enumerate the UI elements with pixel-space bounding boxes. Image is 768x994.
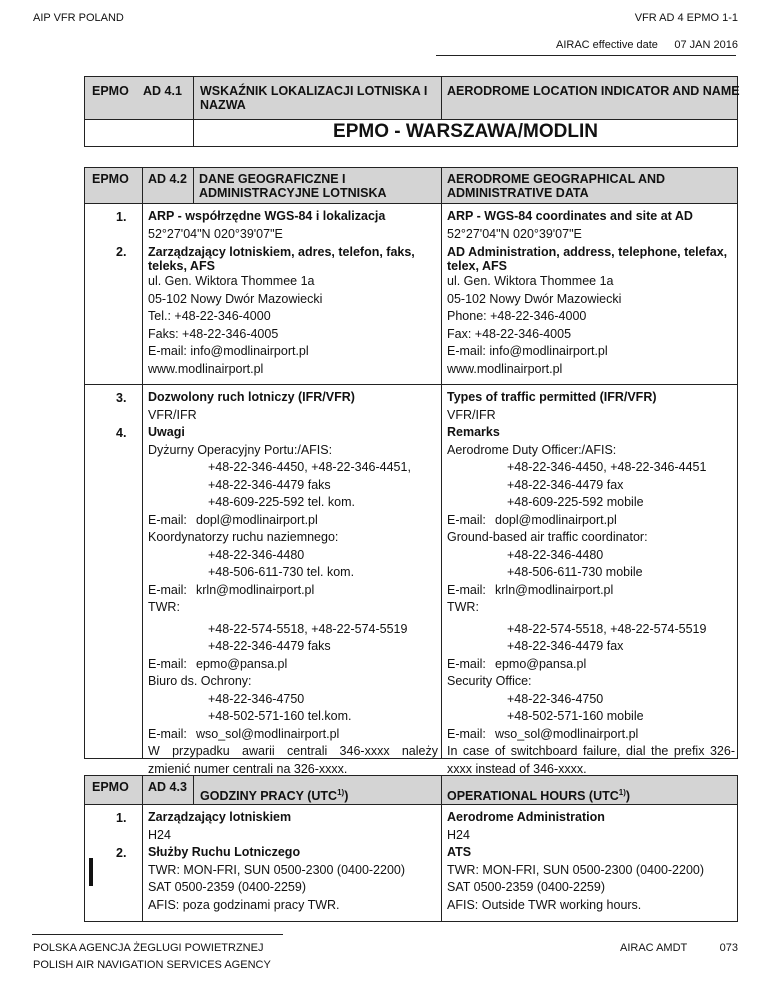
item-number: 4.: [116, 426, 127, 440]
footer-org-pl: POLSKA AGENCJA ŻEGLUGI POWIETRZNEJ: [33, 942, 264, 954]
ad41-code: EPMO: [92, 84, 129, 98]
ad41-pl-title: WSKAŹNIK LOKALIZACJI LOTNISKA I NAZWA: [200, 84, 428, 112]
airac-date: 07 JAN 2016: [674, 39, 738, 51]
header-rule: [436, 55, 736, 56]
ad43-en-column: Aerodrome Administration H24 ATS TWR: MON-FRI, SUN 0500-2300 (0400-2200) SAT 0500-2359 (0400-2259) AFIS: Outside TWR working hours.: [447, 810, 705, 912]
ad42-pl-column-2: Dozwolony ruch lotniczy (IFR/VFR) VFR/IFR Uwagi Dyżurny Operacyjny Portu:/AFIS: +48-22-346-4450, +48-22-346-4451, +48-22-346-4479 faks +48-609-225-592 tel. kom. E-mail: dopl@modlinairport.pl Koordynatorzy ruchu naziemnego: +48-22-346-4480 +48-506-611-730 tel. kom. E-mail: krln@modlinairport.pl TWR: +48-22-574-5518, +48-22-574-5519 +48-22-346-4479 faks E-mail: epmo@pansa.pl Biuro ds. Ochrony: +48-22-346-4750 +48-502-571-160 tel.kom. E-mail: wso_sol@modlinairport.pl W przypadku awarii centrali 346-xxxx należy zmienić numer centrali na 326-xxxx.: [148, 390, 438, 776]
ad42-code: EPMO: [92, 172, 129, 186]
doc-header-left: AIP VFR POLAND: [33, 12, 124, 24]
ad43-section: AD 4.3: [148, 780, 187, 794]
ad42-pl-column-1: ARP - współrzędne WGS-84 i lokalizacja 52°27'04"N 020°39'07"E Zarządzający lotniskiem, adres, telefon, faks, teleks, AFS ul. Gen. Wiktora Thommee 1a 05-102 Nowy Dwór Mazowiecki Tel.: +48-22-346-4000 Faks: +48-22-346-4005 E-mail: info@modlinairport.pl www.modlinairport.pl: [148, 209, 415, 376]
item-number: 1.: [116, 811, 127, 825]
page-number: 073: [719, 942, 738, 954]
item-number: 3.: [116, 391, 127, 405]
ad43-pl-title: GODZINY PRACY (UTC$^{1)}$): [200, 788, 349, 804]
ad42-en-column-2: Types of traffic permitted (IFR/VFR) VFR/IFR Remarks Aerodrome Duty Officer:/AFIS: +48-22-346-4450, +48-22-346-4451 +48-22-346-4479 fax +48-609-225-592 mobile E-mail: dopl@modlinairport.pl Ground-based air traffic coordinator: +48-22-346-4480 +48-506-611-730 mobile E-mail: krln@modlinairport.pl TWR: +48-22-574-5518, +48-22-574-5519 +48-22-346-4479 fax E-mail: epmo@pansa.pl Security Office: +48-22-346-4750 +48-502-571-160 mobile E-mail: wso_sol@modlinairport.pl In case of switchboard failure, dial the prefix 326-xxxx instead of 346-xxxx.: [447, 390, 735, 776]
footer-org-en: POLISH AIR NAVIGATION SERVICES AGENCY: [33, 959, 271, 971]
airac-label: AIRAC effective date: [556, 39, 658, 51]
item-number: 2.: [116, 245, 127, 259]
doc-header-right: VFR AD 4 EPMO 1-1: [634, 12, 738, 24]
item-number: 2.: [116, 846, 127, 860]
ad43-code: EPMO: [92, 780, 129, 794]
change-bar: [89, 858, 93, 886]
ad43-en-title: OPERATIONAL HOURS (UTC$^{1)}$): [447, 788, 631, 804]
aerodrome-title: EPMO - WARSZAWA/MODLIN: [333, 121, 598, 142]
footer-rule: [32, 934, 283, 935]
ad42-en-column-1: ARP - WGS-84 coordinates and site at AD 52°27'04"N 020°39'07"E AD Administration, address, telephone, telefax, telex, AFS ul. Gen. Wiktora Thommee 1a 05-102 Nowy Dwór Mazowiecki Phone: +48-22-346-4000 Fax: +48-22-346-4005 E-mail: info@modlinairport.pl www.modlinairport.pl: [447, 209, 728, 376]
ad41-en-title: AERODROME LOCATION INDICATOR AND NAME: [447, 84, 740, 98]
ad43-pl-column: Zarządzający lotniskiem H24 Służby Ruchu Lotniczego TWR: MON-FRI, SUN 0500-2300 (0400-2200) SAT 0500-2359 (0400-2259) AFIS: poza godzinami pracy TWR.: [148, 810, 406, 912]
ad42-section: AD 4.2: [148, 172, 187, 186]
footer-amdt: AIRAC AMDT: [620, 942, 688, 954]
ad42-pl-title: DANE GEOGRAFICZNE I ADMINISTRACYJNE LOTNISKA: [199, 172, 387, 200]
item-number: 1.: [116, 210, 127, 224]
ad42-en-title: AERODROME GEOGRAPHICAL AND ADMINISTRATIVE DATA: [447, 172, 666, 200]
ad41-section: AD 4.1: [143, 84, 182, 98]
